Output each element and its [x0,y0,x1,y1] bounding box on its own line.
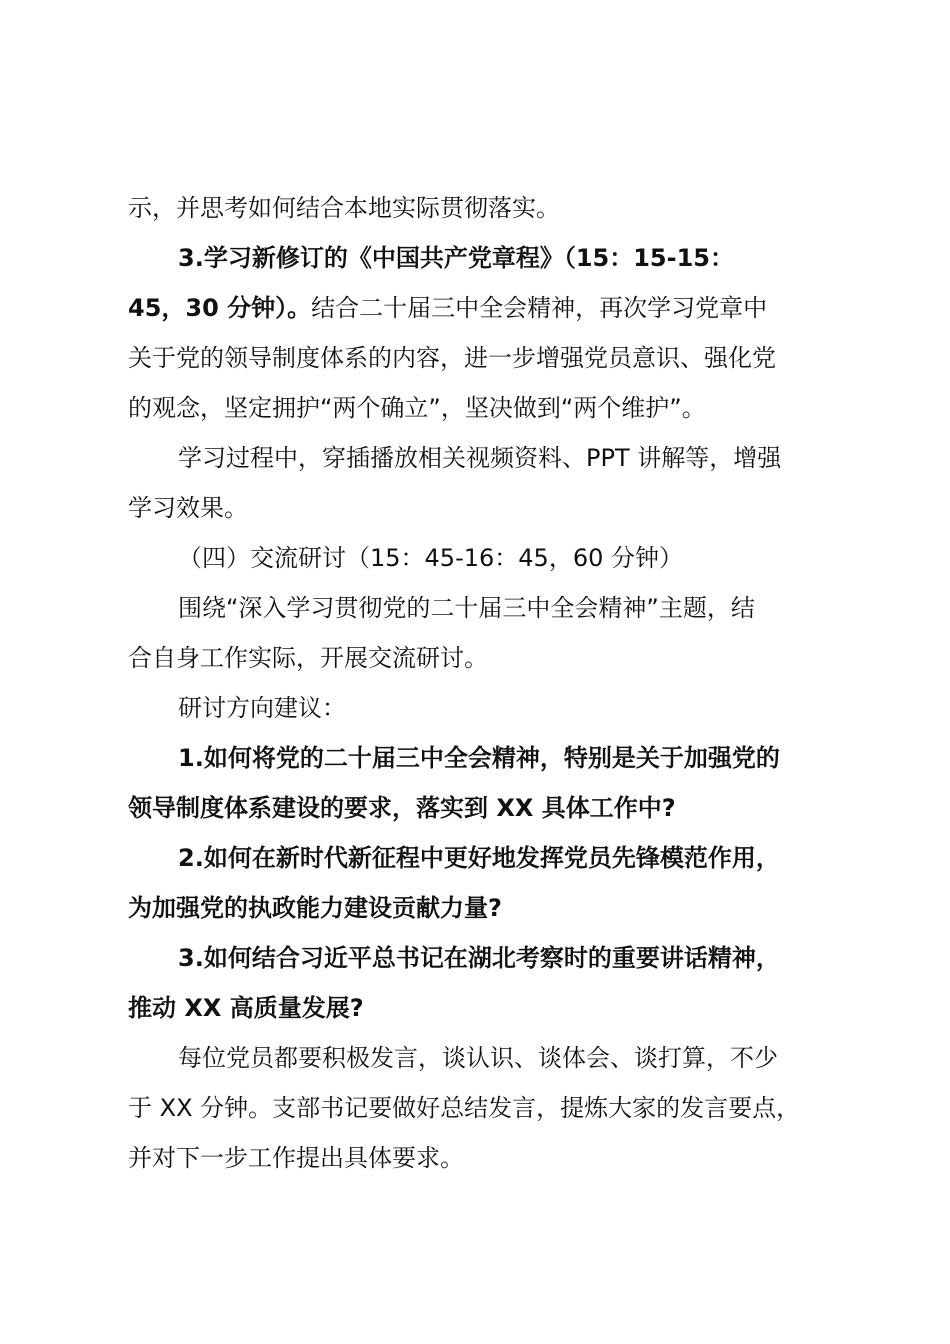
question-text: 为加强党的执政能力建设贡献力量? [128,894,502,922]
paragraph-line [128,433,832,483]
paragraph-line [128,1133,832,1183]
paragraph-line [128,1033,832,1083]
paragraph-line [128,383,832,433]
question-text: 领导制度体系建设的要求，落实到 XX 具体工作中? [128,794,676,822]
line-text: 合自身工作实际，开展交流研讨。 [128,644,488,672]
heading-text: 3.学习新修订的《中国共产党章程》（15：15-15： [178,244,734,272]
paragraph-line [128,483,832,533]
line-text: 研讨方向建议： [178,694,346,722]
line-text: 示，并思考如何结合本地实际贯彻落实。 [128,194,560,222]
paragraph-line [128,583,832,633]
document-body [128,183,832,1183]
question-text: 3.如何结合习近平总书记在湖北考察时的重要讲话精神， [178,944,780,972]
line-text: 学习过程中，穿插播放相关视频资料、PPT 讲解等，增强 [178,444,782,472]
question-line [128,833,832,883]
line-text: 的观念，坚定拥护“两个确立”，坚决做到“两个维护”。 [128,394,706,422]
line-text: 关于党的领导制度体系的内容，进一步增强党员意识、强化党 [128,344,776,372]
question-text: 1.如何将党的二十届三中全会精神，特别是关于加强党的 [178,744,780,772]
question-text: 推动 XX 高质量发展? [128,994,364,1022]
line-text: 并对下一步工作提出具体要求。 [128,1144,464,1172]
question-line [128,983,832,1033]
line-text: 于 XX 分钟。支部书记要做好总结发言，提炼大家的发言要点， [128,1094,801,1122]
question-line [128,733,832,783]
paragraph-line [128,1083,832,1133]
section-title-text: （四）交流研讨（15：45-16：45，60 分钟） [178,544,683,572]
paragraph-line [128,333,832,383]
line-text: 围绕“深入学习贯彻党的二十届三中全会精神”主题，结 [178,594,755,622]
heading-text: 45，30 分钟）。 [128,294,312,322]
line-text: 结合二十届三中全会精神，再次学习党章中 [311,294,768,322]
question-line [128,783,832,833]
paragraph-line [128,283,832,333]
paragraph-line [128,183,832,233]
section-heading-line [128,233,832,283]
question-line [128,933,832,983]
line-text: 每位党员都要积极发言，谈认识、谈体会、谈打算，不少 [178,1044,778,1072]
question-text: 2.如何在新时代新征程中更好地发挥党员先锋模范作用， [178,844,780,872]
line-text: 学习效果。 [128,494,248,522]
question-line [128,883,832,933]
section-title-line [128,533,832,583]
paragraph-line [128,683,832,733]
paragraph-line [128,633,832,683]
